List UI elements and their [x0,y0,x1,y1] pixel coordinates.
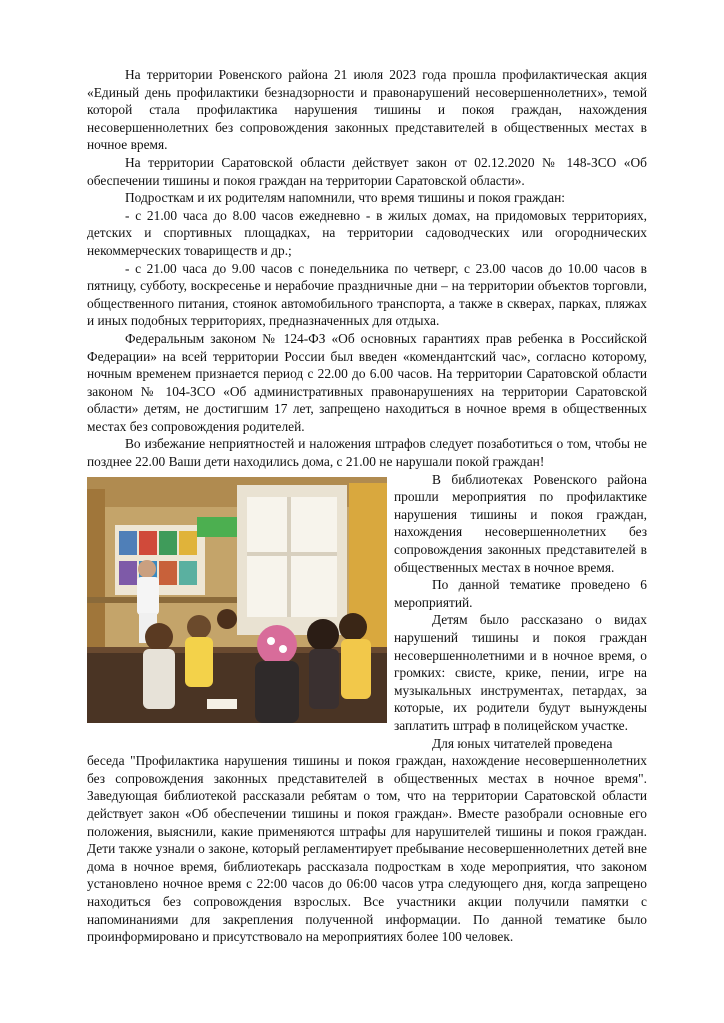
side-paragraph-talk-start: Для юных читателей проведена [432,735,613,751]
paragraph-warning: Во избежание неприятностей и наложения штрафов следует позаботиться о том, чтобы не позднее 22.00 Ваши дети находились дома, с 21.00 не нарушали покой граждан! [87,436,647,470]
paragraph-federal-law: Федеральным законом № 124-ФЗ «Об основных гарантиях прав ребенка в Российской Федерации» на всей территории России был введен «комендантский час», согласно которому, ночным временем признается период с 22.00 до 6.00 часов. На территории Саратовской области законом № 104-ЗСО «Об административных правонарушениях на территории Саратовской области» детям, не достигшим 17 лет, запрещено находиться в ночное время в общественных местах без сопровождения родителей. [87,330,647,434]
library-event-photo [87,477,387,723]
photo-section [87,471,647,753]
photo-illustration [87,477,387,723]
paragraph-intro: На территории Ровенского района 21 июля 2023 года прошла профилактическая акция «Единый день профилактики безнадзорности и правонарушений несовершеннолетних», темой которой стала профилактика нарушения тишины и покоя граждан, нахождения несовершеннолетних без сопровождения законных представителей в общественных местах в ночное время. [87,67,647,153]
document-page [87,66,647,946]
side-paragraph-count: По данной тематике проведено 6 мероприятий. [394,577,647,610]
side-paragraph-noise: Детям было рассказано о видах нарушений тишины и покоя граждан несовершеннолетними и в ночное время, о громких: свисте, крике, пении, игре на музыкальных инструментах, петардах, за которые, их родители будут вынуждены заплатить штраф в полицейском участке. [394,612,647,733]
side-text-column [394,471,647,753]
side-paragraph-events: В библиотеках Ровенского района прошли мероприятия по профилактике нарушения тишины и покоя граждан, нахождения несовершеннолетних без сопровождения законных представителей в общественных местах в ночное время. [394,471,647,575]
paragraph-time-1: - с 21.00 часа до 8.00 часов ежедневно - в жилых домах, на придомовых территориях, детских и спортивных площадках, на территории садоводческих или огороднических некоммерческих товариществ и др.; [87,207,647,258]
paragraph-talk: беседа "Профилактика нарушения тишины и покоя граждан, нахождение несовершеннолетних без сопровождения законных представителей в общественных местах в ночное время". Заведующая библиотекой рассказали ребятам о том, что на территории Саратовской области действует закон «Об обеспечении тишины и покоя граждан». Вместе разобрали основные его положения, выяснили, какие применяются штрафы для нарушителей тишины и покоя граждан. Дети также узнали о законе, который регламентирует пребывание несовершеннолетних детей вне дома в ночное время, библиотекарь рассказала подросткам в ходе мероприятия, что законом установлено ночное время с 22:00 часов до 06:00 часов утра следующего дня, когда запрещено находиться без сопровождения взрослых. Все участники акции получили памятки с напоминаниями для закрепления полученной информации. По данной тематике было проинформировано и присутствовало на мероприятиях более 100 человек. [87,753,647,945]
paragraph-time-2: - с 21.00 часа до 9.00 часов с понедельника по четверг, с 23.00 часов до 10.00 часов в пятницу, субботу, воскресенье и нерабочие праздничные дни – на территории объектов торговли, общественного питания, стоянок автомобильного транспорта, а также в скверах, парках, пляжах и иных подобных территориях, предназначенных для отдыха. [87,260,647,329]
paragraph-reminder: Подросткам и их родителям напомнили, что время тишины и покоя граждан: [125,190,566,206]
paragraph-law: На территории Саратовской области действует закон от 02.12.2020 № 148-ЗСО «Об обеспечении тишины и покоя граждан на территории Саратовской области». [87,154,647,188]
